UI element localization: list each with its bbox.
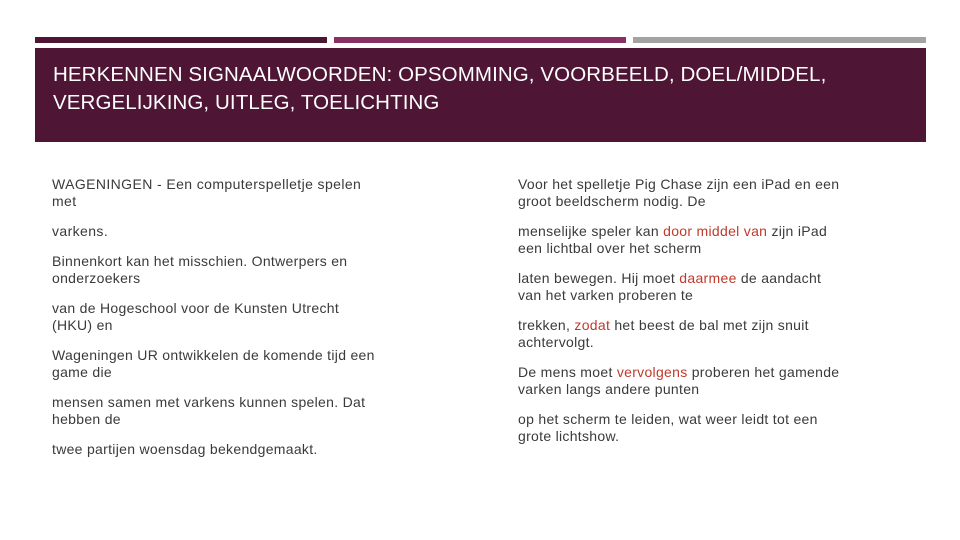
text-run: het beest de bal met zijn snuit achtervolgt. [518,317,809,350]
paragraph [518,270,848,304]
paragraph: WAGENINGEN - Een computerspelletje spelen met [52,176,362,209]
text-run: trekken, [518,317,575,333]
text-run: proberen het gamende varken langs andere punten [518,364,840,397]
paragraph [518,223,848,257]
accent-bar-mid [334,37,626,43]
text-run: De mens moet [518,364,617,380]
paragraph: varkens. [52,223,109,239]
signal-word: vervolgens [616,364,688,380]
slide-title: HERKENNEN SIGNAALWOORDEN: OPSOMMING, VOORBEELD, DOEL/MIDDEL, VERGELIJKING, UITLEG, TOELICHTING [53,63,827,114]
paragraph: op het scherm te leiden, wat weer leidt tot een grote lichtshow. [518,411,818,444]
text-run: zijn iPad een lichtbal over het scherm [518,223,828,256]
signal-word: zodat [574,317,611,333]
paragraph: van de Hogeschool voor de Kunsten Utrecht (HKU) en [52,300,340,333]
decorative-bars [35,37,926,43]
accent-bar-gray [633,37,926,43]
signal-word: daarmee [679,270,737,286]
text-run: menselijke speler kan [518,223,664,239]
accent-bar-dark [35,37,327,43]
text-run: de aandacht van het varken proberen te [518,270,822,303]
right-text-column [518,176,848,458]
paragraph: twee partijen woensdag bekendgemaakt. [52,441,318,457]
paragraph: Binnenkort kan het misschien. Ontwerpers en onderzoekers [52,253,348,286]
signal-word: door middel van [663,223,768,239]
left-text-column [52,176,382,471]
paragraph: Wageningen UR ontwikkelen de komende tijd een game die [52,347,375,380]
text-run: laten bewegen. Hij moet [518,270,680,286]
title-band [35,48,926,142]
paragraph [518,364,848,398]
paragraph [518,317,848,351]
paragraph: mensen samen met varkens kunnen spelen. Dat hebben de [52,394,366,427]
paragraph: Voor het spelletje Pig Chase zijn een iPad en een groot beeldscherm nodig. De [518,176,840,209]
